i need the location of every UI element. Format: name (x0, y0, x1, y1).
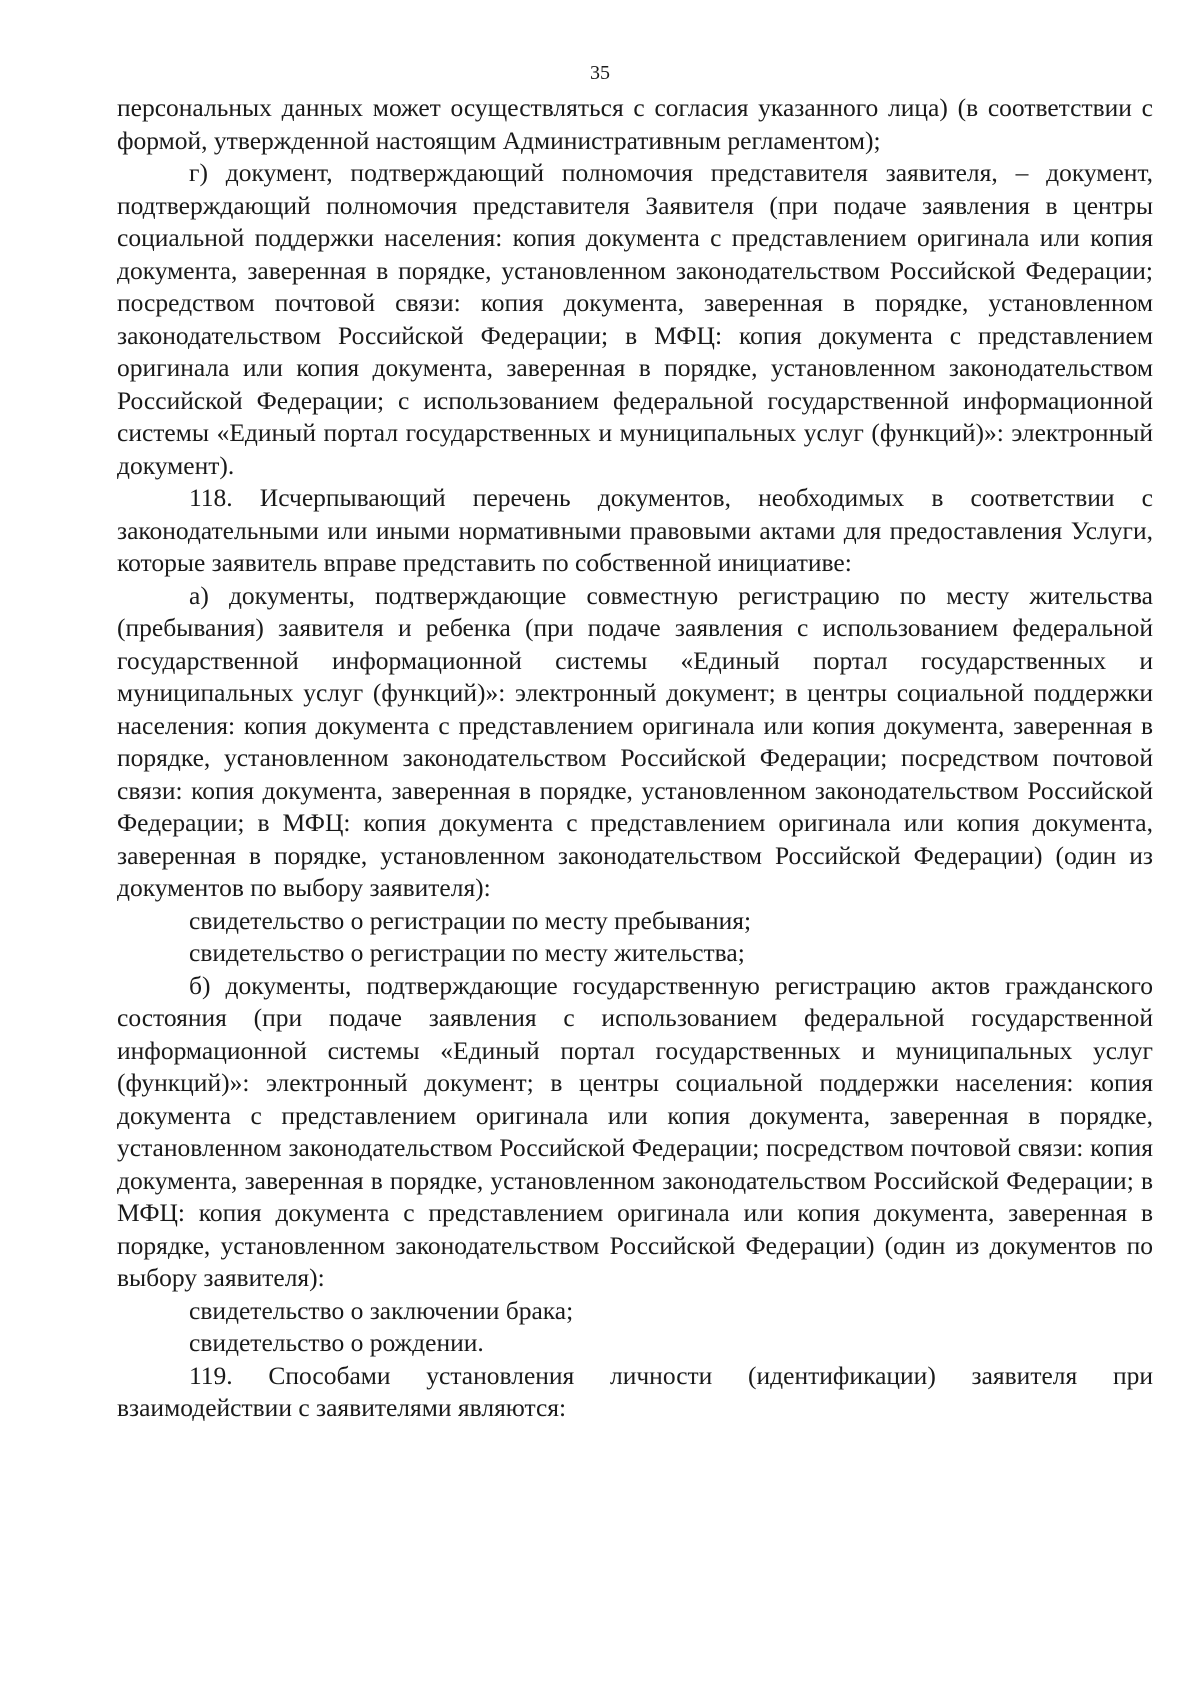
paragraph-continuation: персональных данных может осуществляться с согласия указанного лица) (в соответствии с формой, утвержденной настоящим Административным регламентом); (117, 93, 1153, 155)
list-item-marriage-certificate: свидетельство о заключении брака; (189, 1295, 574, 1325)
paragraph-item-a: а) документы, подтверждающие совместную регистрацию по месту жительства (пребывания) заявителя и ребенка (при подаче заявления с использованием федеральной государственной информационной системы «Единый портал государственных и муниципальных услуг (функций)»: электронный документ; в центры социальной поддержки населения: копия документа с представлением оригинала или копия документа, заверенная в порядке, установленном законодательством Российской Федерации; посредством почтовой связи: копия документа, заверенная в порядке, установленном законодательством Российской Федерации; в МФЦ: копия документа с представлением оригинала или копия документа, заверенная в порядке, установленном законодательством Российской Федерации) (один из документов по выбору заявителя): (117, 580, 1153, 902)
list-item-residence-registration: свидетельство о регистрации по месту жительства; (189, 938, 745, 967)
page-number: 35 (590, 62, 610, 84)
document-body (117, 92, 1153, 1425)
paragraph-119: 119. Способами установления личности (идентификации) заявителя при взаимодействии с заявителями являются: (117, 1360, 1153, 1422)
paragraph-item-g: г) документ, подтверждающий полномочия представителя заявителя, – документ, подтверждающий полномочия представителя Заявителя (при подаче заявления в центры социальной поддержки населения: копия документа с представлением оригинала или копия документа, заверенная в порядке, установленном законодательством Российской Федерации; посредством почтовой связи: копия документа, заверенная в порядке, установленном законодательством Российской Федерации; в МФЦ: копия документа с представлением оригинала или копия документа, заверенная в порядке, установленном законодательством Российской Федерации; с использованием федеральной государственной информационной системы «Единый портал государственных и муниципальных услуг (функций)»: электронный документ). (117, 158, 1153, 480)
list-item-stay-registration: свидетельство о регистрации по месту пребывания; (189, 905, 752, 935)
list-item-birth-certificate: свидетельство о рождении. (189, 1328, 484, 1357)
paragraph-item-b: б) документы, подтверждающие государственную регистрацию актов гражданского состояния (при подаче заявления с использованием федеральной государственной информационной системы «Единый портал государственных и муниципальных услуг (функций)»: электронный документ; в центры социальной поддержки населения: копия документа с представлением оригинала или копия документа, заверенная в порядке, установленном законодательством Российской Федерации; посредством почтовой связи: копия документа, заверенная в порядке, установленном законодательством Российской Федерации; в МФЦ: копия документа с представлением оригинала или копия документа, заверенная в порядке, установленном законодательством Российской Федерации) (один из документов по выбору заявителя): (117, 970, 1153, 1292)
paragraph-118: 118. Исчерпывающий перечень документов, необходимых в соответствии с законодательными или иными нормативными правовыми актами для предоставления Услуги, которые заявитель вправе представить по собственной инициативе: (117, 483, 1153, 577)
